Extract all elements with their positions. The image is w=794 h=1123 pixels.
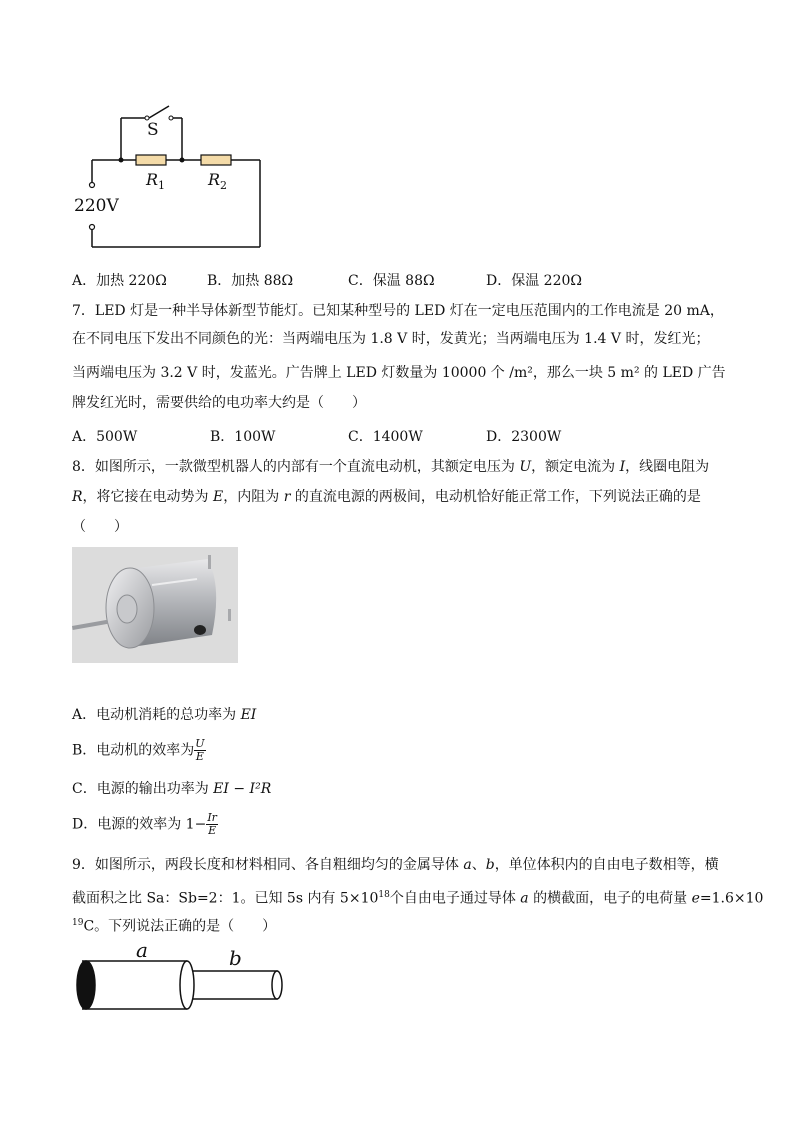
conductor-a-label: a xyxy=(136,938,148,962)
q8-line-3: （ ） xyxy=(72,519,128,535)
r1-label: $R_1$ xyxy=(146,170,166,193)
q8-d-fraction: $\frac{Ir}{E}$ xyxy=(207,811,217,837)
r2-label: $R_2$ xyxy=(208,170,228,193)
q8-option-a: A．电动机消耗的总功率为 EI xyxy=(72,707,257,723)
q9-line-3: $^{19}$C。下列说法正确的是（ ） xyxy=(72,918,277,935)
q7-option-c: C．1400W xyxy=(348,429,423,445)
conductor-diagram xyxy=(72,955,287,1015)
q9-line-2: 截面积之比 Sa：Sb=2：1。已知 5s 内有 $5\times 10^{18}$个自由电子通过导体 a 的横截面，电子的电荷量 e=1.6×10 xyxy=(72,890,764,907)
conductor-b-label: b xyxy=(229,946,242,970)
q6-option-d: D．保温 220Ω xyxy=(486,273,583,289)
q6-options xyxy=(72,270,582,290)
switch-label: S xyxy=(147,120,159,140)
q7-line-2: 在不同电压下发出不同颜色的光：当两端电压为 1.8 V 时，发黄光；当两端电压为 1.4 V 时，发红光； xyxy=(72,331,710,347)
q7-option-a: A．500W xyxy=(72,429,138,445)
q8-line-2: R，将它接在电动势为 E，内阻为 r 的直流电源的两极间，电动机恰好能正常工作，下列说法正确的是 xyxy=(72,489,701,505)
q7-line-4: 牌发红光时，需要供给的电功率大约是（ ） xyxy=(72,395,366,411)
q6-option-c: C．保温 88Ω xyxy=(348,273,435,289)
q7-line-3: 当两端电压为 3.2 V 时，发蓝光。广告牌上 LED 灯数量为 10000 个 /m²，那么一块 5 m² 的 LED 广告 xyxy=(72,365,726,381)
q8-b-fraction: $\frac{U}{E}$ xyxy=(195,737,205,763)
q7-options xyxy=(72,426,561,446)
q8-line-1: 8．如图所示，一款微型机器人的内部有一个直流电动机，其额定电压为 U，额定电流为 I，线圈电阻为 xyxy=(72,459,710,475)
q9-line-1: 9．如图所示，两段长度和材料相同、各自粗细均匀的金属导体 a、b，单位体积内的自由电子数相等，横 xyxy=(72,857,719,873)
q6-option-b: B．加热 88Ω xyxy=(207,273,294,289)
q8-option-b: B．电动机的效率为 $\frac{U}{E}$ xyxy=(72,737,205,763)
voltage-label: 220V xyxy=(74,196,119,216)
q8-option-d: D．电源的效率为 1− $\frac{Ir}{E}$ xyxy=(72,811,217,837)
circuit-diagram xyxy=(70,100,270,255)
q8-option-c: C．电源的输出功率为 EI − I²R xyxy=(72,781,272,797)
q7-option-b: B．100W xyxy=(210,429,276,445)
q6-option-a: A．加热 220Ω xyxy=(72,273,167,289)
motor-photo xyxy=(72,547,238,663)
q7-option-d: D．2300W xyxy=(486,429,562,445)
q7-line-1: 7．LED 灯是一种半导体新型节能灯。已知某种型号的 LED 灯在一定电压范围内的工作电流是 20 mA， xyxy=(72,303,724,319)
